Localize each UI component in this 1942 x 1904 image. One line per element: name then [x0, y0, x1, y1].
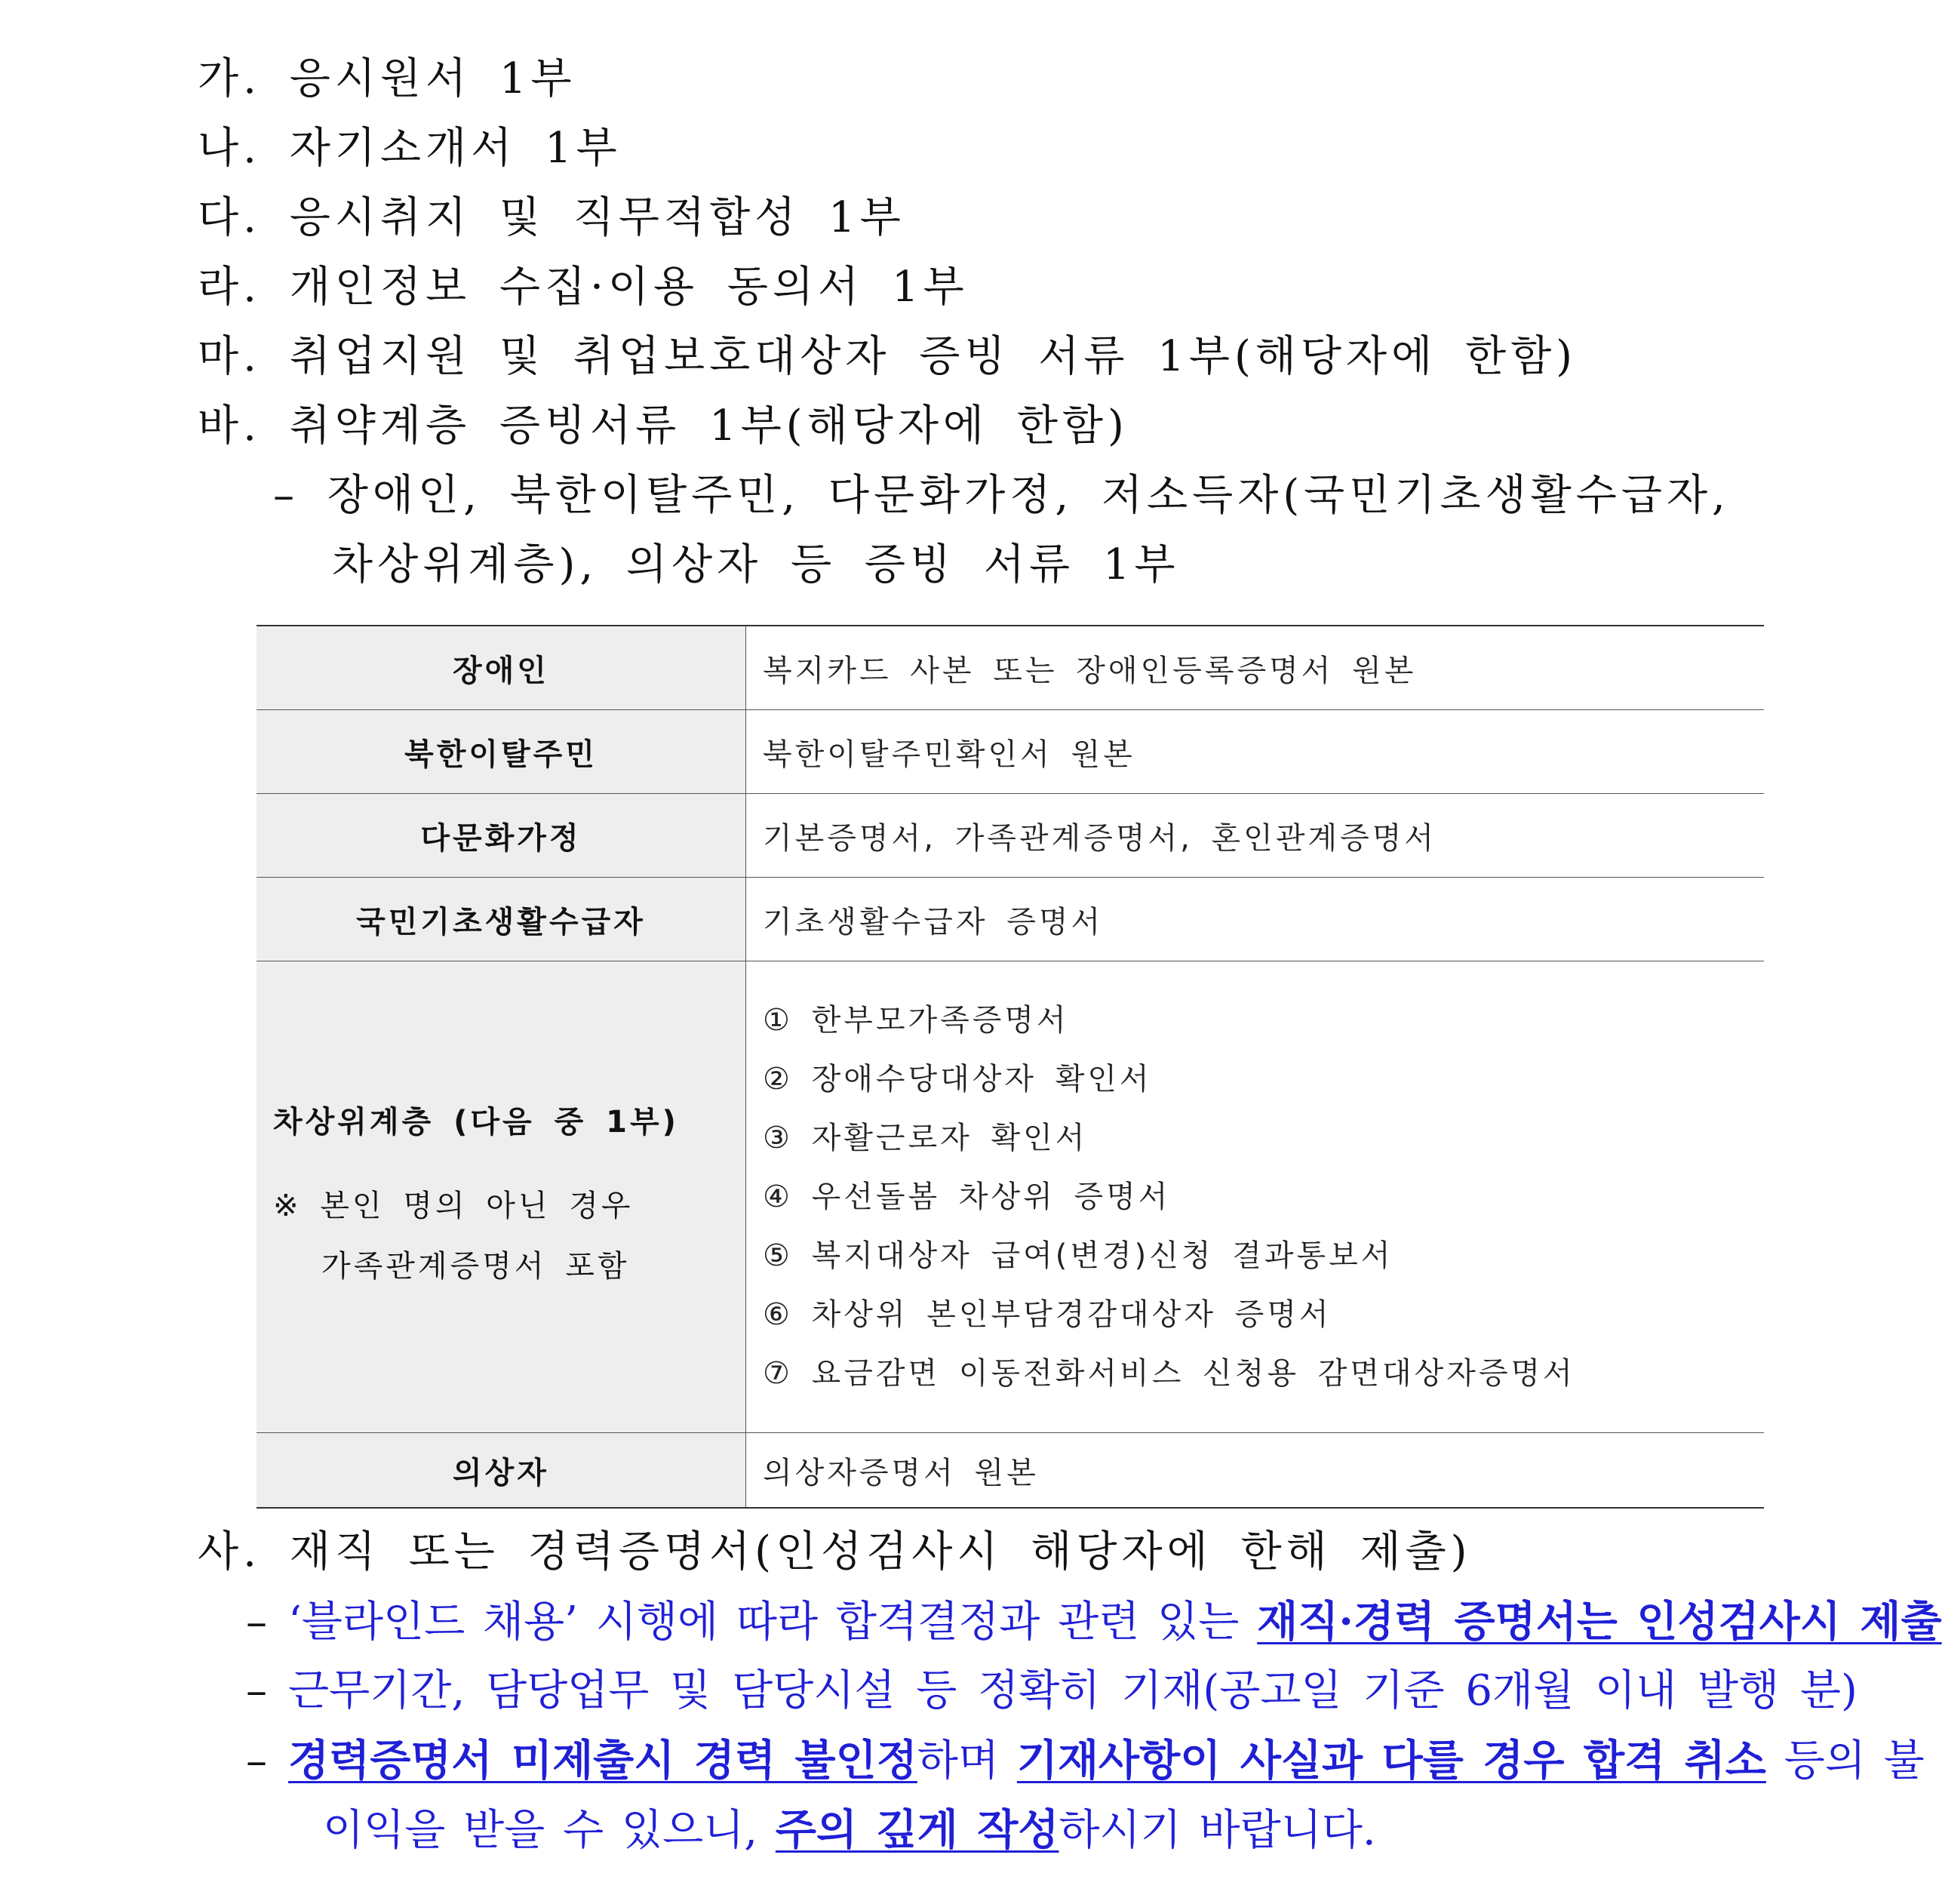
dash-mark: –: [246, 1666, 267, 1715]
item-vulnerable-sub-2: 차상위계층), 의상자 등 증빙 서류 1부: [332, 540, 1180, 589]
list-item: ⑦ 요금감면 이동전화서비스 신청용 감면대상자증명서: [763, 1356, 1575, 1391]
row-document: 의상자증명서 원본: [746, 1433, 1765, 1509]
table-row-near-poor: [257, 961, 1764, 1433]
list-item: ② 장애수당대상자 확인서: [763, 1062, 1152, 1097]
table-row: [257, 794, 1764, 878]
note-blind-hiring: [246, 1595, 1942, 1649]
row-category: 국민기초생활수급자: [257, 878, 746, 961]
note-text: 이익을 받을 수 있으니,: [323, 1806, 776, 1855]
table-row: [257, 1433, 1764, 1509]
list-item: ⑤ 복지대상자 급여(변경)신청 결과통보서: [763, 1238, 1394, 1273]
item-vulnerable-sub-1: – 장애인, 북한이탈주민, 다문화가정, 저소득자(국민기초생활수급자,: [273, 471, 1730, 520]
row-document: 북한이탈주민확인서 원본: [746, 710, 1765, 794]
note-emphasis: 기재사항이 사실과 다를 경우 합격 취소: [1016, 1736, 1766, 1786]
note-emphasis: 경력증명서 미제출시 경력 불인정: [288, 1736, 917, 1786]
row-category: 북한이탈주민: [257, 710, 746, 794]
near-poor-category-cell: [257, 961, 746, 1433]
note-text: 등의 불: [1765, 1736, 1925, 1786]
item-application-form: 가. 응시원서 1부: [198, 54, 576, 103]
row-document: 기본증명서, 가족관계증명서, 혼인관계증명서: [746, 794, 1765, 878]
table-row: [257, 626, 1764, 710]
item-career-certificate: 사. 재직 또는 경력증명서(인성검사시 해당자에 한해 제출): [198, 1527, 1472, 1576]
note-emphasis: 재직·경력 증명서는 인성검사시 제출: [1257, 1597, 1942, 1647]
row-category: 장애인: [257, 626, 746, 710]
dash-mark: –: [246, 1736, 267, 1786]
note-detail-entry: [246, 1665, 1857, 1718]
row-document: 기초생활수급자 증명서: [746, 878, 1765, 961]
item-self-introduction: 나. 자기소개서 1부: [198, 124, 622, 173]
note-text: 하시기 바랍니다.: [1059, 1806, 1376, 1855]
table-row: [257, 710, 1764, 794]
list-item: ④ 우선돌봄 차상위 증명서: [763, 1180, 1171, 1214]
near-poor-note-1: ※ 본인 명의 아닌 경우: [273, 1188, 634, 1223]
dash-mark: –: [246, 1598, 267, 1647]
note-warning-line-1: [246, 1734, 1925, 1788]
near-poor-category: 차상위계층 (다음 중 1부): [273, 1104, 679, 1140]
item-vulnerable-proof: 바. 취약계층 증빙서류 1부(해당자에 한함): [198, 401, 1129, 451]
vulnerable-docs-table: [257, 625, 1764, 1509]
table-row: [257, 878, 1764, 961]
row-category: 다문화가정: [257, 794, 746, 878]
item-privacy-consent: 라. 개인정보 수집·이용 동의서 1부: [198, 263, 969, 312]
list-item: ⑥ 차상위 본인부담경감대상자 증명서: [763, 1297, 1332, 1332]
item-employment-support: 마. 취업지원 및 취업보호대상자 증빙 서류 1부(해당자에 한함): [198, 332, 1578, 381]
note-text: ‘블라인드 채용’ 시행에 따라 합격결정과 관련 있는: [288, 1598, 1258, 1647]
note-text: 하며: [917, 1736, 1017, 1786]
list-item: ③ 자활근로자 확인서: [763, 1121, 1088, 1155]
row-category: 의상자: [257, 1433, 746, 1509]
item-motivation: 다. 응시취지 및 직무적합성 1부: [198, 193, 905, 242]
row-document: 복지카드 사본 또는 장애인등록증명서 원본: [746, 626, 1765, 710]
note-text: 근무기간, 담당업무 및 담당시설 등 정확히 기재(공고일 기준 6개월 이내 발행 분): [288, 1666, 1857, 1715]
near-poor-documents-cell: [746, 961, 1765, 1433]
near-poor-note-2: 가족관계증명서 포함: [321, 1248, 630, 1284]
note-warning-line-2: [323, 1804, 1376, 1857]
note-emphasis: 주의 깊게 작성: [775, 1805, 1059, 1855]
list-item: ① 한부모가족증명서: [763, 1003, 1069, 1038]
